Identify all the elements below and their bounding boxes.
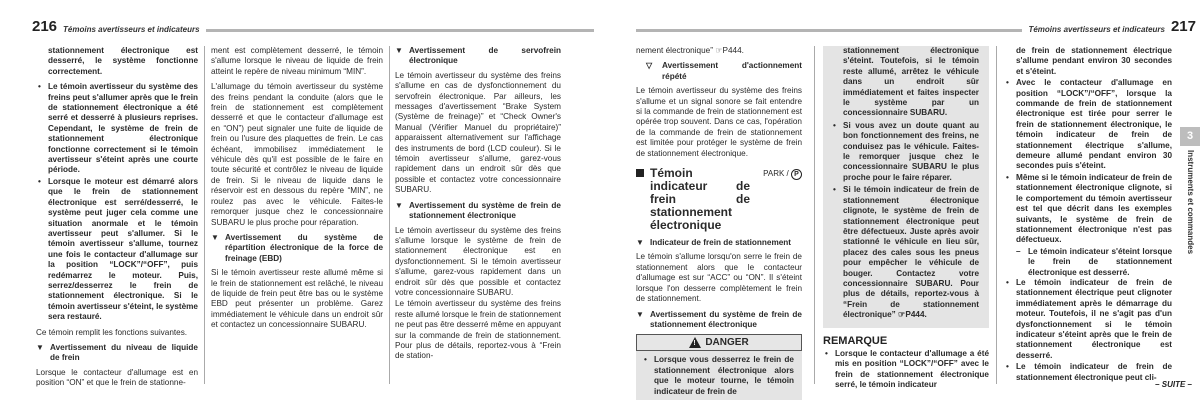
continued-marker: – SUITE –	[1155, 380, 1192, 389]
continued-text: nement électronique” ☞P444.	[636, 46, 744, 55]
body-text: Le témoin avertisseur du système des freins s'allume en cas de dysfonctionnement du servofrein électronique. Par ailleurs, les messages d'avertissement “Brake System (Système de freinage)” et “Check Owner's Manual (Vérifier Manuel du propriétaire)” apparaissent alternativement sur l'affichage des instruments de bord (LCD couleur). Si le témoin avertisseur s'allume, garez-vous rapidement dans un endroit sûr dès que possible et contactez votre concessionnaire SUBARU.	[395, 70, 561, 195]
running-title: Témoins avertisseurs et indicateurs	[1028, 25, 1165, 34]
header-rule	[636, 29, 1022, 32]
triangle-outline-icon: ▽	[646, 61, 653, 71]
chapter-title: Instruments et commandes	[1186, 150, 1195, 255]
bullet-item: • Lorsque le contacteur d'allumage a été mis en position “LOCK”/“OFF” avec le frein de stationnement électronique serré, le témoin indicateur	[823, 349, 989, 391]
section-heading: Témoin indicateur de frein de stationnement électronique PARK / P	[636, 167, 802, 232]
column-2	[823, 46, 989, 392]
chapter-tab: 3	[1180, 127, 1200, 146]
header-rule	[206, 29, 594, 32]
bullet-item: • Avec le contacteur d'allumage en position “LOCK”/“OFF”, lorsque la commande de frein de stationnement électronique est tirée pour serrer le frein de stationnement électronique, le témoin indicateur de frein de stationnement électrique s'allume, demeure allumé pendant environ 30 secondes puis s'éteint.	[1004, 78, 1172, 172]
body-text: L'allumage du témoin avertisseur du système des freins pendant la conduite (alors que le frein de stationnement est complètement desserré et que le contacteur d'allumage est en “ON”) peut signaler une fuite de liquide de frein ou l'usure des plaquettes de frein. Le cas échéant, immobilisez immédiatement le véhicule dès qu'il est possible de le faire en toute sécurité et contrôlez le niveau de liquide de frein. Si le niveau de liquide dans le réservoir est en dessous du repère “MIN”, ne roulez pas avec le véhicule. Faites-le remorquer jusque chez le concessionnaire SUBARU le plus proche pour réparation.	[211, 82, 383, 227]
triangle-down-icon: ▼	[395, 200, 403, 210]
page-header-right	[636, 20, 1196, 34]
subheading: ▼ Avertissement du niveau de liquide de frein	[36, 342, 198, 363]
column-1	[36, 46, 198, 394]
running-title: Témoins avertisseurs et indicateurs	[63, 25, 200, 34]
column-1	[636, 46, 802, 400]
right-page	[600, 0, 1200, 402]
triangle-down-icon: ▼	[395, 46, 403, 55]
subheading: ▼ Avertissement du système de frein de stationnement électronique	[395, 200, 561, 221]
page-header-left	[32, 20, 594, 34]
triangle-down-icon: ▼	[36, 342, 44, 352]
column-3	[1004, 46, 1172, 384]
park-indicator-icon: PARK / P	[763, 167, 802, 180]
remark-heading: REMARQUE	[823, 334, 888, 347]
bullet-item: • Le témoin avertisseur du système des freins peut s'allumer après que le frein de stationnement électronique a été serré et desserré à plusieurs reprises. Cependant, le système de frein de stationnement électronique fonctionne correctement si le témoin avertisseur s'éteint après une courte période.	[36, 82, 198, 176]
body-text: Lorsque le contacteur d'allumage est en position “ON” et que le frein de stationne-	[36, 367, 198, 388]
body-text: Le témoin avertisseur du système des freins s'allume lorsque le système de frein de stationnement électronique est en dysfonctionnement. Si le témoin avertisseur s'allume, garez-vous rapidement dans un endroit sûr dès que possible et contactez votre concessionnaire SUBARU.	[395, 225, 561, 297]
body-text: Le témoin avertisseur du système des freins reste allumé lorsque le frein de stationnement ne peut pas être desserré même en appuyant sur la commande de frein de stationnement. Pour plus de détails, reportez-vous à “Frein de station-	[395, 299, 561, 361]
body-text: Si le témoin avertisseur reste allumé même si le frein de stationnement est relâché, le niveau de liquide de frein peut être bas ou le système EBD peut présenter un problème. Garez immédiatement le véhicule dans un endroit sûr et contactez un concessionnaire SUBARU.	[211, 268, 383, 330]
triangle-down-icon: ▼	[636, 238, 644, 248]
column-divider	[389, 46, 390, 384]
column-2	[211, 46, 383, 336]
triangle-down-icon: ▼	[636, 309, 644, 319]
bullet-item: • Lorsque vous desserrez le frein de stationnement électronique alors que le moteur tourne, le témoin indicateur de frein de	[642, 355, 794, 397]
column-divider	[996, 46, 997, 384]
continued-text: de frein de stationnement électrique s'allume pendant environ 30 secondes et s'éteint.	[1016, 46, 1172, 76]
danger-banner: ! DANGER	[636, 334, 802, 351]
page-number: 217	[1170, 18, 1196, 35]
continued-text: stationnement électronique s'éteint. Toutefois, si le témoin reste allumé, arrêtez le véhicule dans un endroit sûr immédiatement et faites inspecter le système par un concessionnaire SUBARU.	[843, 46, 979, 118]
bullet-item: • Même si le témoin indicateur de frein de stationnement électronique clignote, si le comportement du témoin avertisseur est tel que décrit dans les exemples suivants, le système de frein de stationnement électronique n'est pas défectueux.	[1004, 173, 1172, 246]
bullet-item: • Lorsque le moteur est démarré alors que le frein de stationnement électronique est serré/desserré, le système peut juger cela comme une situation anormale et le témoin avertisseur peut s'allumer. Si le témoin avertisseur s'allume, tournez une fois le contacteur d'allumage sur la position “LOCK”/“OFF”, puis redémarrez le moteur. Puis, serrez/desserrez le frein de stationnement électronique. Si le témoin avertisseur s'éteint, le système sera restauré.	[36, 177, 198, 323]
square-bullet-icon	[636, 169, 644, 177]
body-text: Le témoin avertisseur du système des freins s'allume et un signal sonore se fait entendre si la commande de frein de stationnement est opérée trop souvent. Dans ce cas, l'opération de la commande de frein de stationnement est limitée pour protéger le système de frein de stationnement électronique.	[636, 86, 802, 158]
intro-text: Ce témoin remplit les fonctions suivantes.	[36, 327, 188, 337]
bullet-item: • Le témoin indicateur de frein de stationnement électrique peut clignoter immédiatement après le démarrage du moteur. Toutefois, il ne s'agit pas d'un dysfonctionnement si le témoin indicateur s'éteint après que le frein de stationnement électronique est desserré.	[1004, 278, 1172, 361]
bullet-item: • Le témoin indicateur de frein de stationnement électronique peut cli-	[1004, 362, 1172, 383]
triangle-down-icon: ▼	[211, 232, 219, 242]
subheading: ▼ Avertissement du système de répartition électronique de la force de freinage (EBD)	[211, 232, 383, 263]
continued-text: stationnement électronique est desserré, le système fonctionne correctement.	[48, 46, 198, 76]
subheading: ▼ Avertissement du système de frein de stationnement électronique	[636, 309, 802, 329]
page-number: 216	[32, 18, 58, 35]
subheading: ▽ Avertissement d'actionnement répété	[646, 61, 802, 81]
body-text: ment est complètement desserré, le témoin s'allume lorsque le niveau de liquide de frein atteint le repère de niveau minimum “MIN”.	[211, 46, 383, 76]
column-divider	[204, 46, 205, 384]
subheading: ▼ Avertissement de servofrein électronique	[395, 46, 561, 66]
bullet-item: • Si le témoin indicateur de frein de stationnement électronique clignote, le système de frein de stationnement électronique peut être défectueux. Juste après avoir stationné le véhicule en lieu sûr, placez des cales sous les pneus pour empêcher le véhicule de bouger. Contactez votre concessionnaire SUBARU. Pour plus de détails, reportez-vous à “Frein de stationnement électronique” ☞P444.	[831, 185, 979, 320]
column-divider	[814, 46, 815, 384]
subheading: ▼ Indicateur de frein de stationnement	[636, 238, 792, 248]
danger-box	[636, 351, 802, 400]
body-text: Le témoin s'allume lorsqu'on serre le frein de stationnement alors que le contacteur d'allumage est sur “ACC” ou “ON”. Il s'éteint lorsque l'on desserre complètement le frein de stationnement.	[636, 252, 802, 304]
bullet-item: • Si vous avez un doute quant au bon fonctionnement des freins, ne conduisez pas le véhicule. Faites-le remorquer jusque chez le concessionnaire SUBARU le plus proche pour le faire réparer.	[831, 121, 979, 183]
dash-item: – Le témoin indicateur s'éteint lorsque le frein de stationnement électronique est desserré.	[1004, 247, 1172, 278]
danger-box-continued	[823, 46, 989, 328]
warning-triangle-icon	[689, 337, 701, 348]
column-3	[395, 46, 561, 367]
